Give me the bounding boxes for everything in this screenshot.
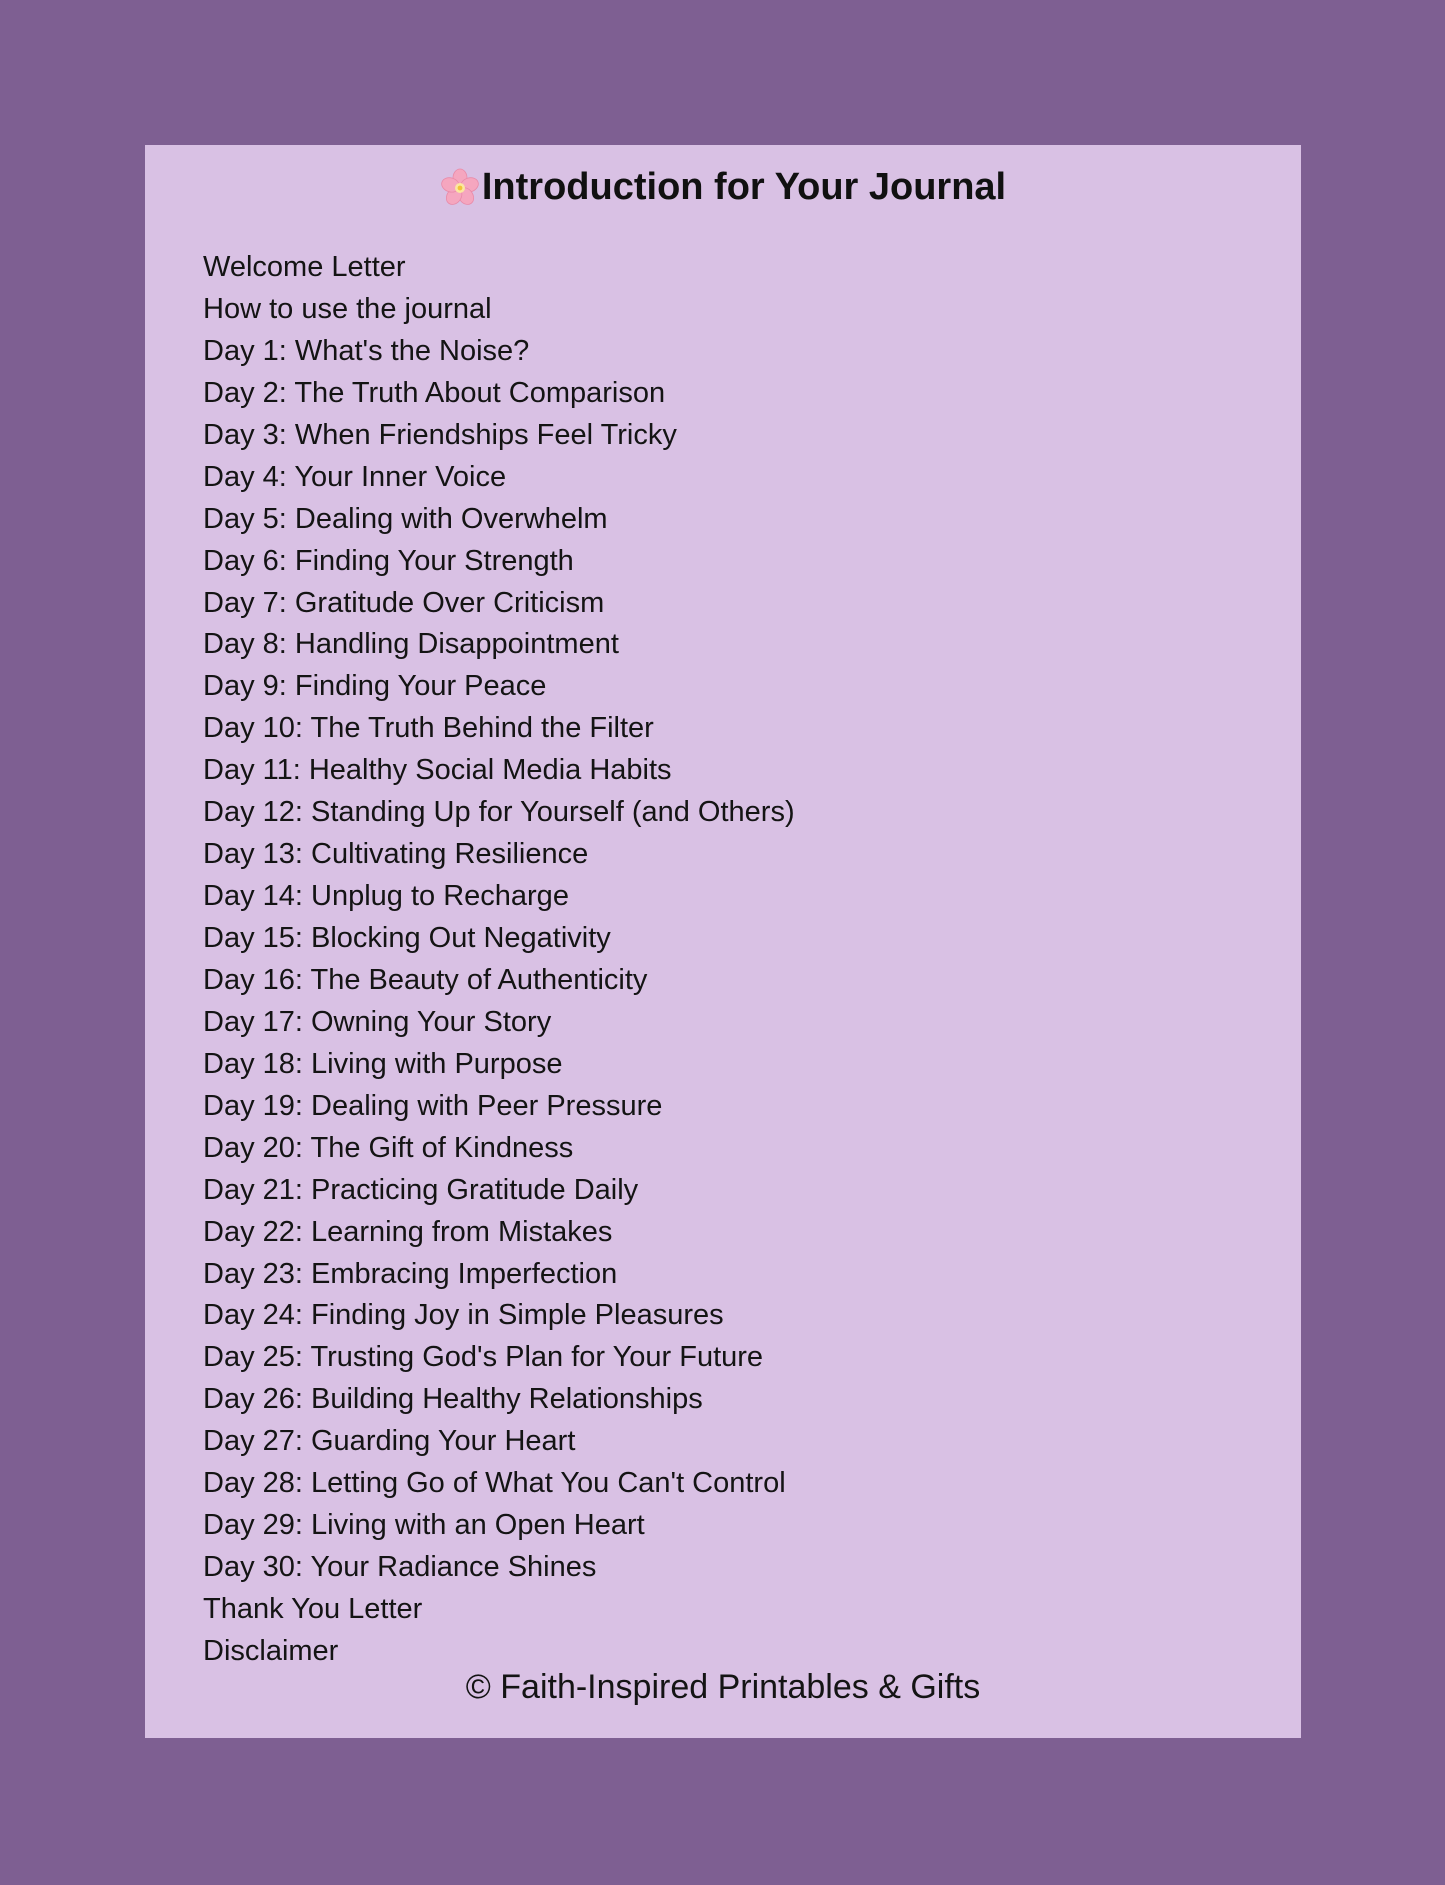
list-item: Day 6: Finding Your Strength <box>203 544 574 577</box>
list-item: Day 18: Living with Purpose <box>203 1047 563 1080</box>
list-item: Day 4: Your Inner Voice <box>203 460 507 493</box>
list-item: Day 29: Living with an Open Heart <box>203 1509 645 1542</box>
list-item: Day 14: Unplug to Recharge <box>203 880 569 913</box>
list-item: Day 19: Dealing with Peer Pressure <box>203 1089 663 1122</box>
journal-page <box>145 145 1301 1738</box>
list-item: Day 2: The Truth About Comparison <box>203 376 666 409</box>
list-item: Day 8: Handling Disappointment <box>203 628 619 661</box>
list-item: Day 24: Finding Joy in Simple Pleasures <box>203 1299 724 1332</box>
list-item: Day 26: Building Healthy Relationships <box>203 1383 703 1416</box>
table-of-contents <box>203 247 795 1673</box>
list-item: Thank You Letter <box>203 1593 423 1625</box>
title-row <box>145 157 1301 217</box>
list-item: Day 23: Embracing Imperfection <box>203 1257 618 1290</box>
list-item: Day 13: Cultivating Resilience <box>203 838 589 871</box>
list-item: Day 5: Dealing with Overwhelm <box>203 502 608 535</box>
list-item: Day 11: Healthy Social Media Habits <box>203 754 672 787</box>
copyright-footer: © Faith-Inspired Printables & Gifts <box>465 1668 981 1706</box>
list-item: Day 30: Your Radiance Shines <box>203 1551 597 1584</box>
page-title: Introduction for Your Journal <box>481 165 1007 208</box>
list-item: Day 15: Blocking Out Negativity <box>203 922 611 954</box>
list-item: Day 21: Practicing Gratitude Daily <box>203 1173 639 1206</box>
cherry-blossom-icon <box>440 168 480 208</box>
list-item: How to use the journal <box>203 292 492 325</box>
list-item: Day 12: Standing Up for Yourself (and Others) <box>203 796 795 829</box>
list-item: Welcome Letter <box>203 251 406 283</box>
list-item: Day 10: The Truth Behind the Filter <box>203 712 654 745</box>
list-item: Day 3: When Friendships Feel Tricky <box>203 418 677 451</box>
list-item: Day 17: Owning Your Story <box>203 1005 552 1038</box>
list-item: Day 1: What's the Noise? <box>203 334 530 367</box>
list-item: Day 20: The Gift of Kindness <box>203 1131 574 1164</box>
list-item: Day 16: The Beauty of Authenticity <box>203 963 648 996</box>
list-item: Day 9: Finding Your Peace <box>203 670 547 703</box>
list-item: Day 22: Learning from Mistakes <box>203 1215 613 1248</box>
list-item: Day 27: Guarding Your Heart <box>203 1425 576 1458</box>
list-item: Disclaimer <box>203 1634 339 1667</box>
list-item: Day 25: Trusting God's Plan for Your Future <box>203 1341 764 1374</box>
list-item: Day 7: Gratitude Over Criticism <box>203 586 605 619</box>
list-item: Day 28: Letting Go of What You Can't Control <box>203 1467 786 1500</box>
